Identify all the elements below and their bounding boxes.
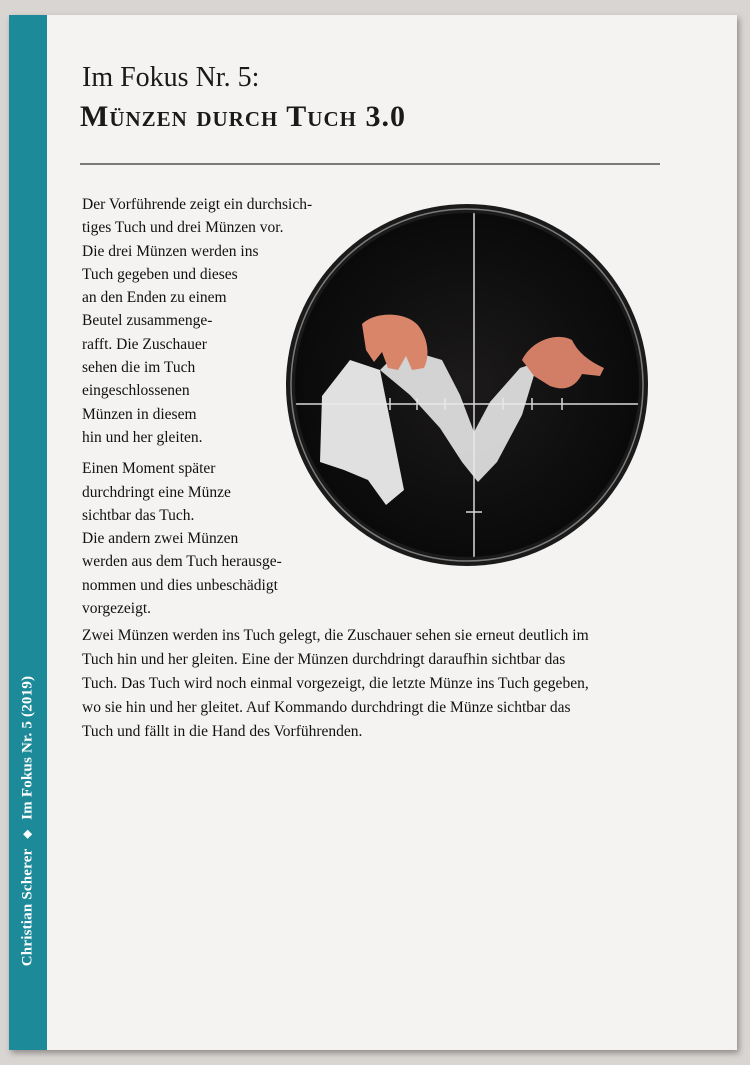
- intro-line: Die andern zwei Münzen: [82, 530, 239, 548]
- spine-series: Im Fokus Nr. 5 (2019): [19, 675, 36, 820]
- spine-band: [9, 15, 47, 1050]
- intro-line: Tuch gegeben und dieses: [82, 265, 238, 283]
- intro-line: eingeschlossenen: [82, 382, 190, 400]
- spine-separator-icon: ◆: [21, 829, 34, 839]
- spine-text: [20, 676, 37, 966]
- issue-kicker: Im Fokus Nr. 5:: [82, 62, 260, 93]
- intro-line: Beutel zusammenge-: [82, 312, 213, 330]
- intro-line: werden aus dem Tuch herausge-: [82, 553, 282, 571]
- intro-line: sichtbar das Tuch.: [82, 506, 195, 524]
- intro-line: Einen Moment später: [82, 460, 216, 478]
- body-line: Tuch. Das Tuch wird noch einmal vorgezeigt, die letzte Münze ins Tuch gegeben,: [82, 675, 589, 692]
- intro-line: an den Enden zu einem: [82, 289, 227, 307]
- title-divider: [80, 163, 660, 165]
- intro-line: Der Vorführende zeigt ein durchsich-: [82, 196, 313, 213]
- intro-line: nommen und dies unbeschädigt: [82, 576, 278, 594]
- intro-line: vorgezeigt.: [82, 600, 152, 618]
- body-line: Zwei Münzen werden ins Tuch gelegt, die Zuschauer sehen sie erneut deutlich im: [82, 627, 589, 644]
- intro-line: durchdringt eine Münze: [82, 483, 231, 501]
- body-line: Tuch und fällt in die Hand des Vorführenden.: [82, 723, 363, 740]
- body-line: Tuch hin und her gleiten. Eine der Münzen durchdringt daraufhin sichtbar das: [82, 651, 566, 668]
- intro-line: Die drei Münzen werden ins: [82, 242, 259, 260]
- article-title: Münzen durch Tuch 3.0: [80, 100, 406, 133]
- intro-text: [82, 193, 662, 620]
- body-paragraph: [82, 624, 662, 744]
- intro-line: hin und her gleiten.: [82, 428, 203, 446]
- body-line: wo sie hin und her gleitet. Auf Kommando durchdringt die Münze sichtbar das: [82, 699, 571, 716]
- spine-author: Christian Scherer: [19, 848, 36, 967]
- paragraph-gap: [82, 449, 662, 457]
- intro-line: rafft. Die Zuschauer: [82, 335, 207, 353]
- intro-line: sehen die im Tuch: [82, 359, 196, 377]
- intro-line: Münzen in diesem: [82, 405, 197, 423]
- intro-line: tiges Tuch und drei Münzen vor.: [82, 219, 284, 237]
